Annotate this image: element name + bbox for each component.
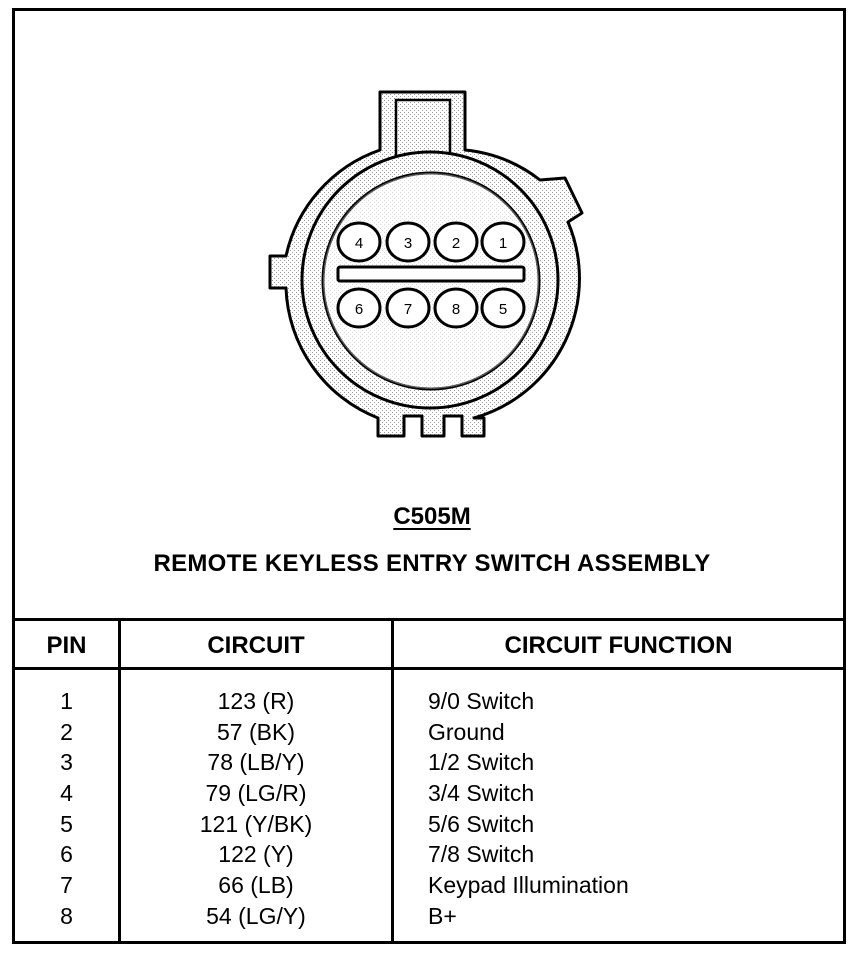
table-header-divider [12, 667, 846, 670]
pin-cavity [387, 289, 429, 327]
table-row [0, 747, 864, 778]
header-circuit: CIRCUIT [207, 632, 305, 659]
pin-cavity [387, 223, 429, 261]
pin-number: 6 [60, 841, 73, 868]
pin-label: 4 [354, 235, 364, 252]
circuit-code: 123 (R) [217, 688, 295, 714]
circuit-code: 78 (LB/Y) [207, 749, 305, 776]
pin-label: 1 [498, 235, 508, 252]
pin-label: 3 [403, 235, 413, 252]
pin-label: 7 [403, 301, 413, 318]
circuit-code: 79 (LG/R) [205, 780, 307, 807]
circuit-function: B+ [428, 902, 457, 929]
pin-number: 7 [60, 872, 73, 899]
pin-number: 1 [60, 688, 73, 714]
circuit-function: 3/4 Switch [428, 780, 535, 807]
pin-label: 8 [451, 301, 461, 318]
pin-label: 6 [354, 301, 364, 318]
circuit-function: Ground [428, 718, 505, 745]
circuit-function: 5/6 Switch [428, 810, 535, 837]
pin-number: 5 [60, 810, 73, 837]
assembly-name: REMOTE KEYLESS ENTRY SWITCH ASSEMBLY [153, 550, 711, 577]
circuit-function: 1/2 Switch [428, 749, 535, 776]
table-row [0, 901, 864, 932]
table-row [0, 717, 864, 748]
connector-shell [270, 92, 582, 436]
pin-cavity [435, 223, 477, 261]
pin-label: 5 [498, 301, 508, 318]
pin-table-body [0, 686, 864, 932]
pin-number: 4 [60, 780, 73, 807]
pin-cavity [482, 223, 524, 261]
pin-number: 8 [60, 902, 73, 929]
circuit-function: 9/0 Switch [428, 688, 535, 714]
pin-cavity [338, 289, 380, 327]
circuit-code: 121 (Y/BK) [199, 810, 313, 837]
table-row [0, 870, 864, 901]
table-top-divider [12, 618, 846, 621]
circuit-code: 54 (LG/Y) [206, 902, 306, 929]
connector-id-text: C505M [393, 503, 471, 530]
table-row [0, 778, 864, 809]
pin-number: 3 [60, 749, 73, 776]
pin-cavity [482, 289, 524, 327]
circuit-code: 122 (Y) [218, 841, 294, 868]
pin-number: 2 [60, 718, 73, 745]
header-pin: PIN [46, 632, 87, 659]
table-row [0, 809, 864, 840]
pin-cavity [435, 289, 477, 327]
header-circuit-function: CIRCUIT FUNCTION [504, 632, 733, 659]
circuit-code: 57 (BK) [217, 718, 295, 745]
connector-id [0, 503, 864, 531]
table-row [0, 686, 864, 717]
circuit-code: 66 (LB) [218, 872, 294, 899]
circuit-function: Keypad Illumination [428, 872, 629, 899]
pin-label: 2 [451, 235, 461, 252]
pin-cavity [338, 223, 380, 261]
table-row [0, 839, 864, 870]
circuit-function: 7/8 Switch [428, 841, 535, 868]
